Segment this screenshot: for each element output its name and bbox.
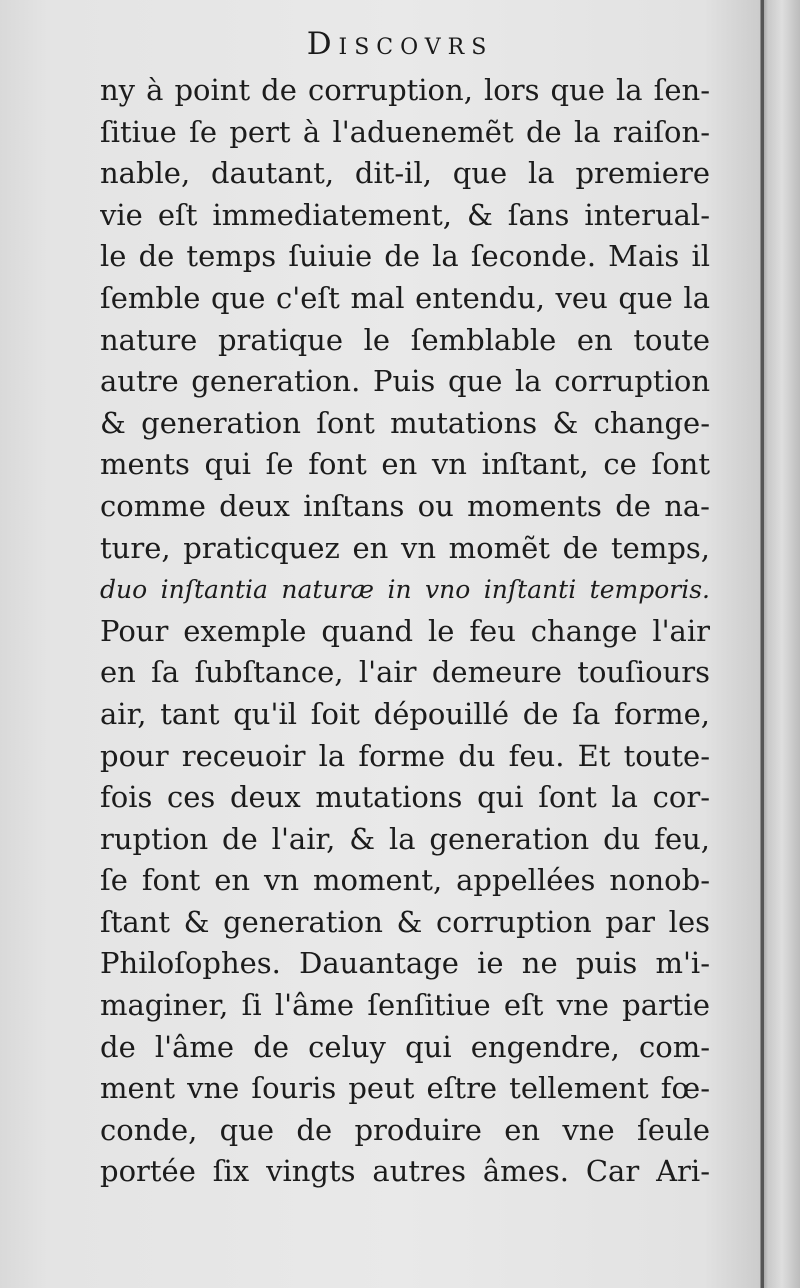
- text-line: & generation ſont mutations & change-: [100, 405, 710, 440]
- latin-quotation: duo inſtantia naturæ in vno inſtanti temporis.: [100, 575, 710, 605]
- text-line: conde, que de produire en vne ſeule: [100, 1112, 710, 1147]
- page-spine: [760, 0, 800, 1288]
- text-line: ment vne ſouris peut eſtre tellement fœ-: [100, 1071, 710, 1106]
- body-text: [100, 70, 710, 1193]
- text-line: vie eſt immediatement, & ſans interual-: [100, 197, 710, 232]
- text-line: le de temps ſuiuie de la ſeconde. Mais il: [100, 239, 710, 274]
- text-line: air, tant qu'il ſoit dépouillé de ſa forme,: [100, 696, 710, 731]
- text-line: ture, praticquez en vn momẽt de temps,: [100, 530, 710, 565]
- text-line: maginer, ſi l'âme ſenſitiue eſt vne partie: [100, 988, 710, 1023]
- text-line: ruption de l'air, & la generation du feu,: [100, 821, 710, 856]
- text-line: comme deux inſtans ou moments de na-: [100, 488, 710, 523]
- text-line: pour receuoir la forme du feu. Et toute-: [100, 738, 710, 773]
- text-line: de l'âme de celuy qui engendre, com-: [100, 1029, 710, 1064]
- text-line: portée ſix vingts autres âmes. Car Ari-: [100, 1154, 710, 1189]
- running-head: Discovrs: [306, 26, 494, 62]
- text-line: en ſa ſubſtance, l'air demeure touſiours: [100, 655, 710, 690]
- text-line: autre generation. Puis que la corruption: [100, 364, 710, 399]
- text-line: ſemble que c'eſt mal entendu, veu que la: [100, 280, 710, 315]
- text-line: nature pratique le ſemblable en toute: [100, 322, 710, 357]
- text-line: ſe font en vn moment, appellées nonob-: [100, 863, 710, 898]
- text-line: ſtant & generation & corruption par les: [100, 904, 710, 939]
- text-line: fois ces deux mutations qui ſont la cor-: [100, 780, 710, 815]
- text-line: ments qui ſe font en vn inſtant, ce ſont: [100, 447, 710, 482]
- binding-edge: [761, 0, 764, 1288]
- text-line: Philoſophes. Dauantage ie ne puis m'i-: [100, 946, 710, 981]
- text-line: nable, dautant, dit-il, que la premiere: [100, 156, 710, 191]
- text-line: ſitiue ſe pert à l'aduenemẽt de la raiſon-: [100, 114, 710, 149]
- text-line: Pour exemple quand le feu change l'air: [100, 613, 710, 648]
- text-line: ny à point de corruption, lors que la ſen-: [100, 73, 710, 107]
